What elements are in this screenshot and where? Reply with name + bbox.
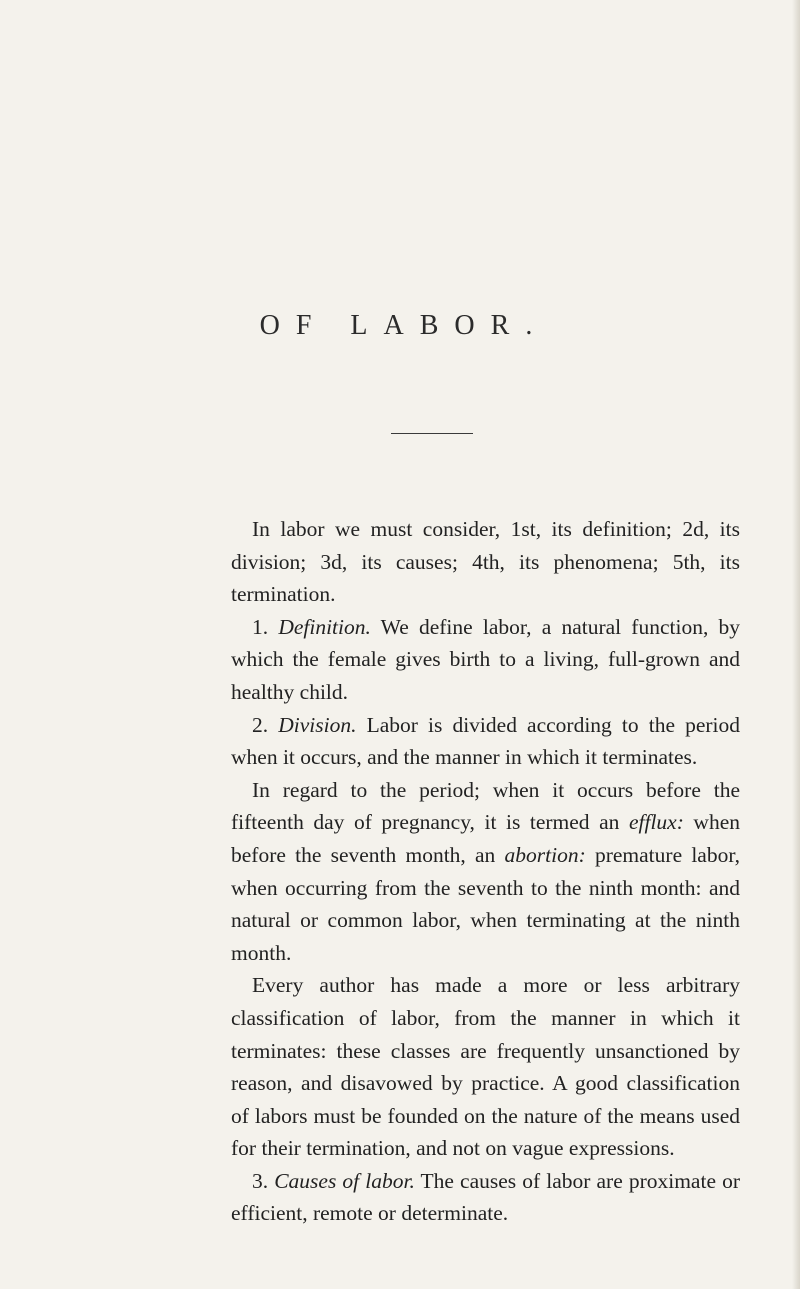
section-heading: Division. xyxy=(278,712,357,737)
paragraph-period xyxy=(231,774,740,970)
section-number: 2. xyxy=(252,712,269,737)
paragraph-text: We define labor, a natural function, by which the female gives birth to a living, full-grown and healthy child. xyxy=(231,614,741,704)
page-edge-shadow xyxy=(792,0,800,1289)
paragraph-text: In labor we must consider, 1st, its definition; 2d, its division; 3d, its causes; 4th, its phenomena; 5th, its termination. xyxy=(231,517,740,607)
paragraph-text: Every author has made a more or less arbitrary classification of labor, from the manner in which it terminates: these classes are frequently unsanctioned by reason, and disavowed by practice. A good classification of labors must be founded on the nature of the means used for their termination, and not on vague expressions. xyxy=(231,973,740,1161)
chapter-title: OF LABOR. xyxy=(259,310,549,341)
section-heading: Definition. xyxy=(278,614,371,639)
paragraph-intro xyxy=(231,513,740,611)
paragraph-text: The causes of labor are proximate or efficient, remote or determinate. xyxy=(231,1168,740,1226)
paragraph-division xyxy=(231,709,740,774)
section-number: 1. xyxy=(252,614,269,639)
term-efflux: efflux: xyxy=(628,810,684,835)
paragraph-text: In regard to the period; when it occurs before the fifteenth day of pregnancy, it is termed an xyxy=(231,777,740,835)
section-heading: Causes of labor. xyxy=(274,1168,415,1193)
body-text xyxy=(231,513,740,1230)
paragraph-text: premature labor, when occurring from the seventh to the ninth month: and natural or common labor, when terminating at the ninth month. xyxy=(231,842,741,965)
title-rule xyxy=(391,433,473,434)
paragraph-text: Labor is divided according to the period when it occurs, and the manner in which it terminates. xyxy=(231,712,741,770)
paragraph-classification xyxy=(231,969,740,1165)
paragraph-causes xyxy=(231,1165,740,1230)
paragraph-definition xyxy=(231,611,740,709)
term-abortion: abortion: xyxy=(504,842,586,867)
section-number: 3. xyxy=(252,1168,269,1193)
paragraph-text: when before the seventh month, an xyxy=(231,810,740,867)
